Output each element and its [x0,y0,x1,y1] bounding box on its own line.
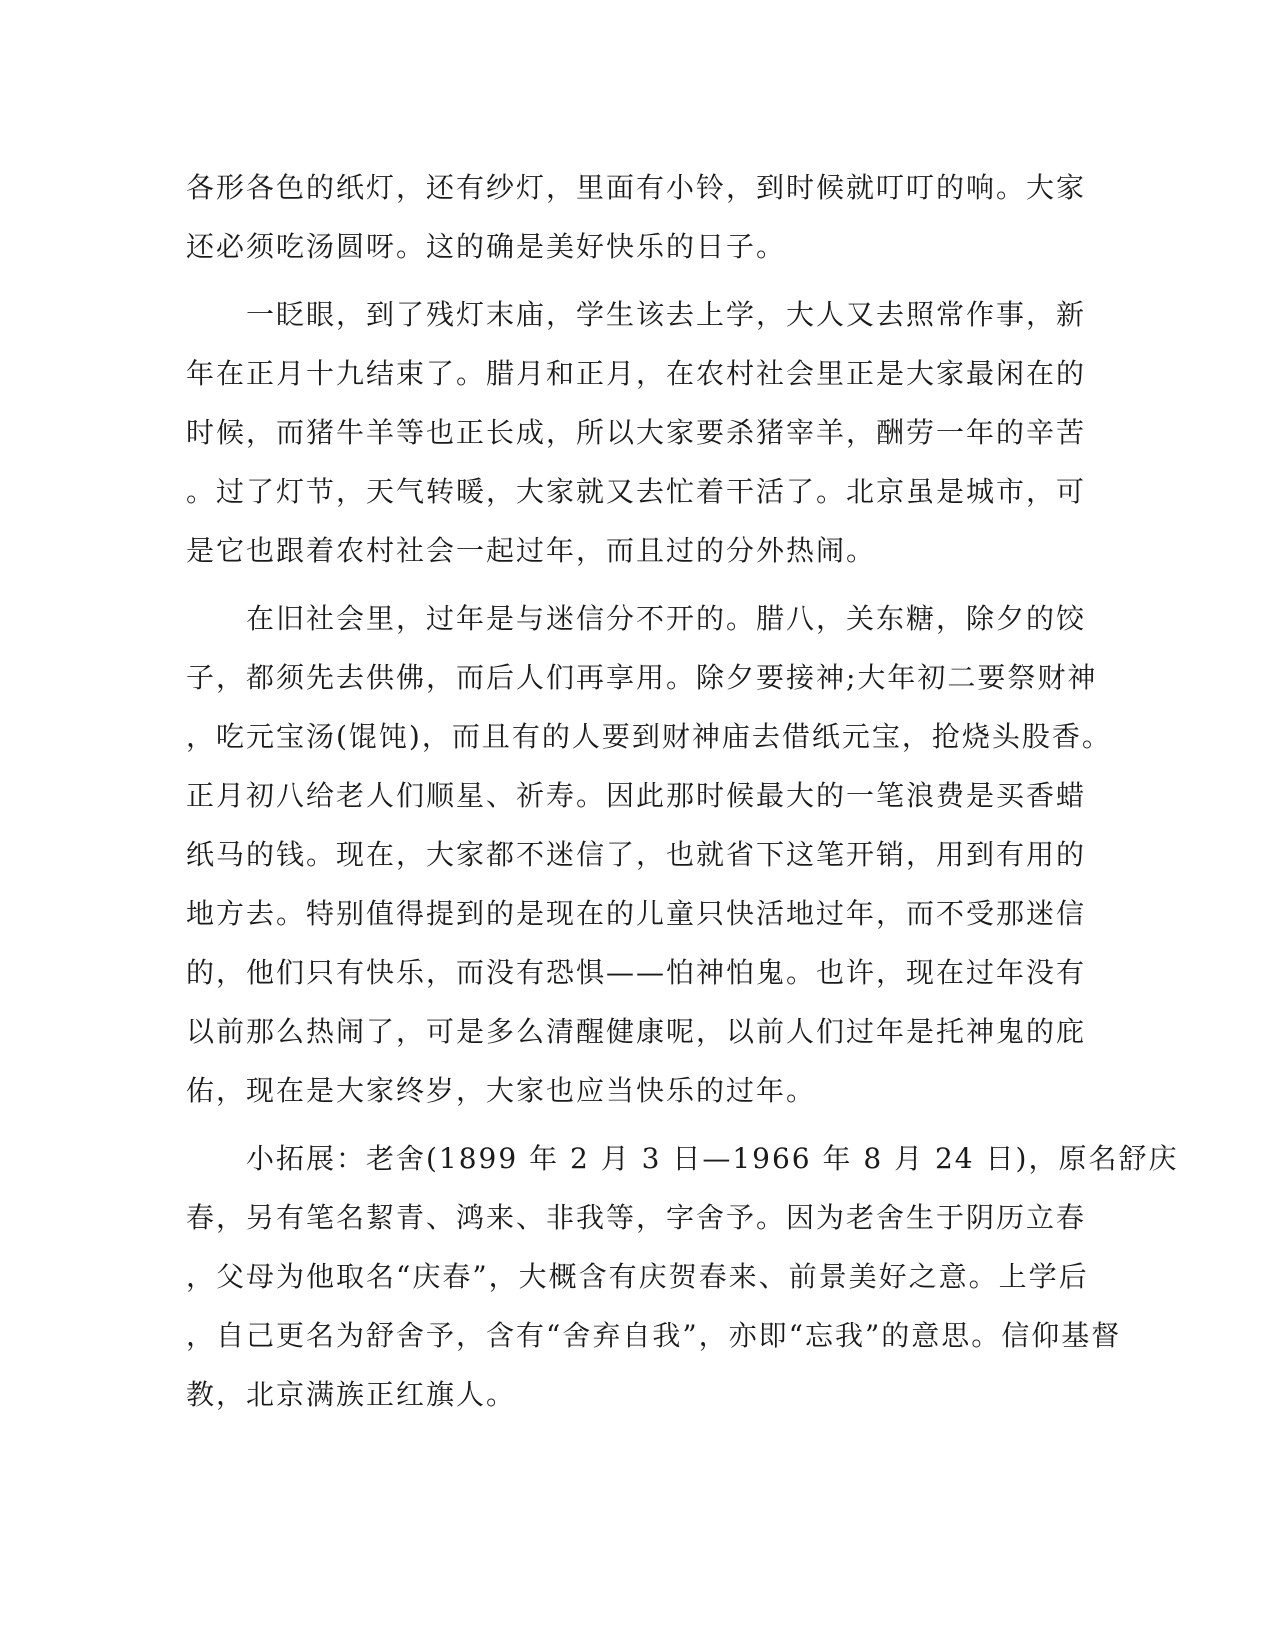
text-line: 时候，而猪牛羊等也正长成，所以大家要杀猪宰羊，酬劳一年的辛苦 [186,416,1087,449]
text-line: 小拓展：老舍(1899 年 2 月 3 日—1966 年 8 月 24 日)，原名舒庆 [186,1142,1179,1175]
text-line: 春，另有笔名絜青、鸿来、非我等，字舍予。因为老舍生于阴历立春 [186,1201,1087,1234]
paragraph-author-note [186,1129,1179,1424]
text-line: 教，北京满族正红旗人。 [186,1378,517,1411]
text-line: 地方去。特别值得提到的是现在的儿童只快活地过年，而不受那迷信 [186,897,1087,930]
text-line: 各形各色的纸灯，还有纱灯，里面有小铃，到时候就叮叮的响。大家 [186,171,1087,204]
text-line: ，自己更名为舒舍予，含有“舍弃自我”，亦即“忘我”的意思。信仰基督 [186,1319,1122,1352]
paragraph-lantern-festival [186,158,1087,276]
document-body [186,158,1179,1424]
text-line: 的，他们只有快乐，而没有恐惧——怕神怕鬼。也许，现在过年没有 [186,956,1087,989]
text-line: 佑，现在是大家终岁，大家也应当快乐的过年。 [186,1074,817,1107]
text-line: 年在正月十九结束了。腊月和正月，在农村社会里正是大家最闲在的 [186,357,1087,390]
text-line: ，吃元宝汤(馄饨)，而且有的人要到财神庙去借纸元宝，抢烧头股香。 [186,720,1112,753]
text-line: 。过了灯节，天气转暖，大家就又去忙着干活了。北京虽是城市，可 [186,475,1087,508]
text-line: 以前那么热闹了，可是多么清醒健康呢，以前人们过年是托神鬼的庇 [186,1015,1087,1048]
paragraph-new-year-end [186,285,1087,580]
text-line: ，父母为他取名“庆春”，大概含有庆贺春来、前景美好之意。上学后 [186,1260,1089,1293]
paragraph-superstition [186,589,1112,1120]
text-line: 正月初八给老人们顺星、祈寿。因此那时候最大的一笔浪费是买香蜡 [186,779,1087,812]
text-line: 一眨眼，到了残灯末庙，学生该去上学，大人又去照常作事，新 [186,298,1087,331]
text-line: 在旧社会里，过年是与迷信分不开的。腊八，关东糖，除夕的饺 [186,602,1087,635]
text-line: 还必须吃汤圆呀。这的确是美好快乐的日子。 [186,230,787,263]
text-line: 是它也跟着农村社会一起过年，而且过的分外热闹。 [186,534,877,567]
text-line: 子，都须先去供佛，而后人们再享用。除夕要接神;大年初二要祭财神 [186,661,1098,694]
text-line: 纸马的钱。现在，大家都不迷信了，也就省下这笔开销，用到有用的 [186,838,1087,871]
